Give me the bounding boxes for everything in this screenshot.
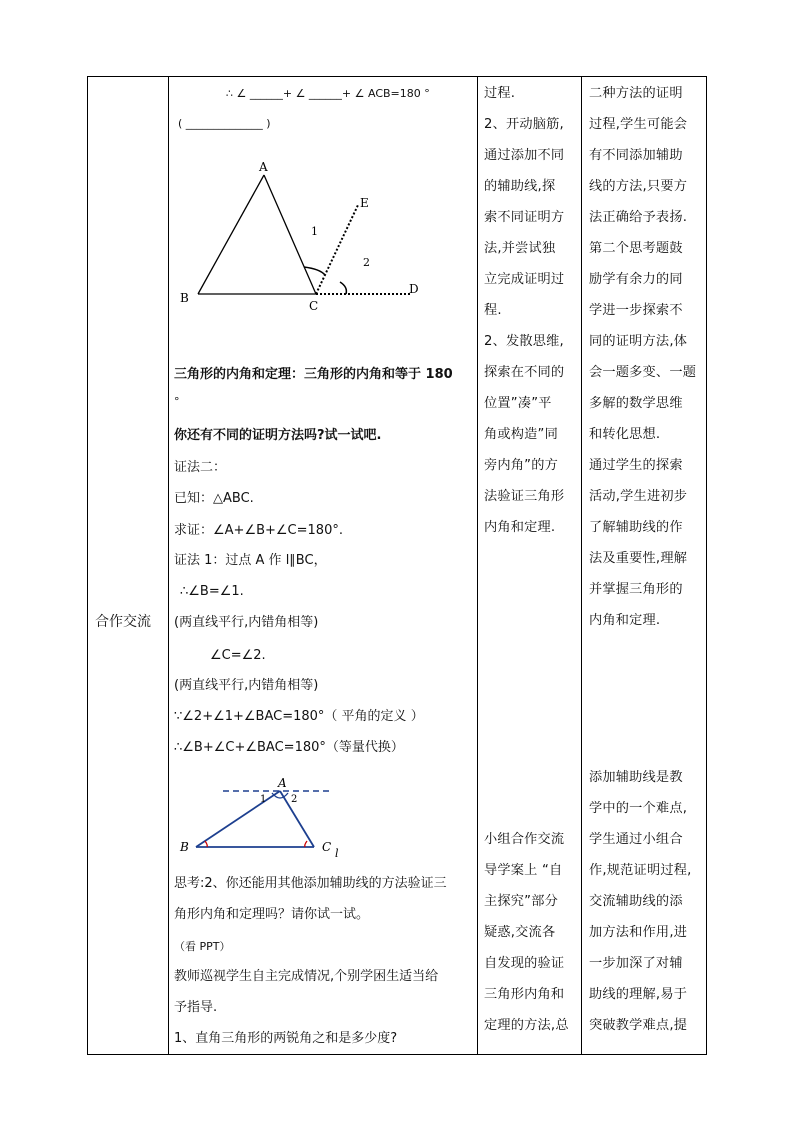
- fig2-angle-2: 2: [291, 794, 298, 805]
- fig2-label-l: l: [335, 847, 339, 860]
- teacher-line-1: 教师巡视学生自主完成情况,个别学困生适当给: [174, 969, 439, 984]
- triangle-figure-2: [168, 775, 477, 865]
- intent-line: 助线的理解,易于: [589, 987, 688, 1002]
- ppt-note: （看 PPT）: [174, 940, 231, 953]
- given-text: 已知：△ABC.: [174, 491, 254, 506]
- proof-step-1: 证法 1：过点 A 作 l∥BC，: [174, 553, 327, 568]
- activity-line: 索不同证明方: [484, 210, 565, 225]
- activity-line: 法验证三角形: [484, 489, 565, 504]
- activity-line: 小组合作交流: [484, 832, 565, 847]
- activity-line: 疑惑,交流各: [484, 925, 556, 940]
- intent-line: 了解辅助线的作: [589, 520, 683, 535]
- teacher-line-2: 予指导.: [174, 1000, 218, 1015]
- angle-2-label: 2: [363, 256, 370, 269]
- intent-line: 学进一步探索不: [589, 303, 683, 318]
- activity-line: 的辅助线,探: [484, 179, 556, 194]
- intent-line: 线的方法,只要方: [589, 179, 688, 194]
- fig2-label-B: B: [180, 840, 189, 854]
- intent-line: 过程,学生可能会: [589, 117, 688, 132]
- proof-step-2: ∴∠B=∠1.: [180, 584, 244, 599]
- intent-line: 突破教学难点,提: [589, 1018, 688, 1033]
- content-column: [168, 77, 477, 1054]
- intent-line: 并掌握三角形的: [589, 582, 683, 597]
- activity-line: 通过添加不同: [484, 148, 565, 163]
- proof-step-3: ∠C=∠2.: [210, 648, 266, 663]
- intent-line: 法正确给予表扬.: [589, 210, 688, 225]
- activity-line: 定理的方法,总: [484, 1018, 569, 1033]
- prove-text: 求证：∠A+∠B+∠C=180°.: [174, 523, 343, 538]
- reason-blank: ( ______________ ): [178, 117, 271, 130]
- intent-line: 第二个思考题鼓: [589, 241, 683, 256]
- label-D: D: [409, 282, 419, 296]
- intent-line: 作,规范证明过程,: [589, 863, 692, 878]
- label-A: A: [259, 160, 268, 174]
- stage-label: 合作交流: [95, 614, 151, 630]
- think-line-2: 角形内角和定理吗？请你试一试。: [174, 907, 370, 922]
- intent-line: 和转化思想.: [589, 427, 661, 442]
- intent-line: 学生通过小组合: [589, 832, 683, 847]
- proof-reason-2: (两直线平行,内错角相等): [174, 678, 319, 693]
- activity-line: 自发现的验证: [484, 956, 565, 971]
- activity-line: 法,并尝试独: [484, 241, 556, 256]
- activity-line: 过程.: [484, 86, 516, 101]
- question-1: 1、直角三角形的两锐角之和是多少度?: [174, 1031, 398, 1046]
- student-activity-column: [477, 77, 581, 1054]
- activity-line: 立完成证明过: [484, 272, 565, 287]
- activity-line: 内角和定理.: [484, 520, 556, 535]
- intent-line: 学中的一个难点,: [589, 801, 688, 816]
- activity-line: 程.: [484, 303, 502, 318]
- intent-line: 加方法和作用,进: [589, 925, 688, 940]
- intent-line: 多解的数学思维: [589, 396, 683, 411]
- activity-line: 导学案上 “自: [484, 863, 563, 878]
- activity-line: 探索在不同的: [484, 365, 565, 380]
- proof-step-4: ∵∠2+∠1+∠BAC=180°（ 平角的定义 ）: [174, 709, 424, 724]
- formula-line: ∴ ∠ ______+ ∠ ______+ ∠ ACB=180 °: [226, 87, 430, 100]
- think-line-1: 思考:2、你还能用其他添加辅助线的方法验证三: [174, 876, 447, 891]
- activity-line: 三角形内角和: [484, 987, 565, 1002]
- intent-line: 同的证明方法,体: [589, 334, 688, 349]
- intent-line: 内角和定理.: [589, 613, 661, 628]
- question-text: 你还有不同的证明方法吗?试一试吧.: [174, 428, 382, 443]
- label-C: C: [309, 299, 319, 313]
- intent-line: 有不同添加辅助: [589, 148, 683, 163]
- activity-line: 角或构造”同: [484, 427, 558, 442]
- intent-line: 会一题多变、一题: [589, 365, 697, 380]
- label-B: B: [180, 291, 189, 305]
- fig2-label-C: C: [322, 840, 332, 854]
- stage-column: [88, 77, 168, 1054]
- theorem-text: 三角形的内角和定理：三角形的内角和等于 180: [174, 367, 453, 382]
- intent-line: 活动,学生进初步: [589, 489, 688, 504]
- activity-line: 2、开动脑筋,: [484, 117, 564, 132]
- intent-line: 通过学生的探索: [589, 458, 683, 473]
- angle-1-label: 1: [311, 225, 318, 238]
- activity-line: 2、发散思维,: [484, 334, 564, 349]
- intent-line: 添加辅助线是教: [589, 770, 683, 785]
- activity-line: 位置”凑”平: [484, 396, 552, 411]
- fig2-angle-1: 1: [260, 794, 267, 805]
- intent-line: 励学有余力的同: [589, 272, 683, 287]
- design-intent-column: [581, 77, 708, 1054]
- triangle-figure-1: [168, 157, 477, 317]
- intent-line: 交流辅助线的添: [589, 894, 683, 909]
- theorem-degree: °: [174, 395, 180, 408]
- fig2-label-A: A: [278, 776, 287, 790]
- intent-line: 二种方法的证明: [589, 86, 683, 101]
- lesson-table: [87, 76, 707, 1055]
- label-E: E: [360, 196, 369, 210]
- proof-reason-1: (两直线平行,内错角相等): [174, 615, 319, 630]
- proof-step-5: ∴∠B+∠C+∠BAC=180°（等量代换）: [174, 740, 404, 755]
- activity-line: 主探究”部分: [484, 894, 558, 909]
- proof2-title: 证法二：: [174, 460, 227, 475]
- intent-line: 一步加深了对辅: [589, 956, 683, 971]
- activity-line: 旁内角”的方: [484, 458, 558, 473]
- intent-line: 法及重要性,理解: [589, 551, 688, 566]
